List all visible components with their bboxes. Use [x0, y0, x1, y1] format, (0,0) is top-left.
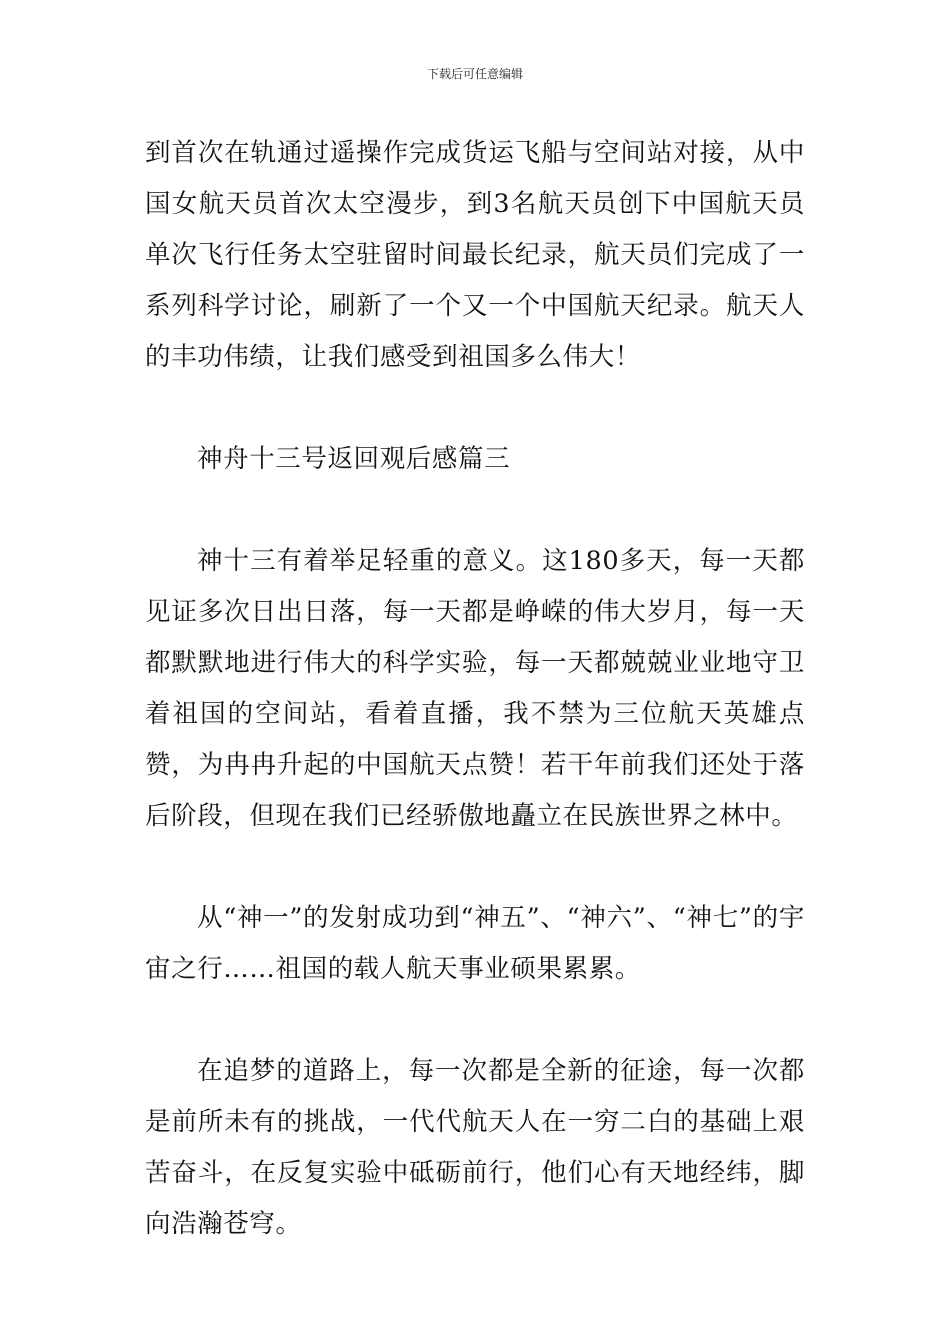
page-header: 下载后可任意编辑	[426, 67, 523, 81]
paragraph-gap	[145, 383, 805, 434]
paragraph-achievements: 到首次在轨通过遥操作完成货运飞船与空间站对接，从中国女航天员首次太空漫步，到3名航天员创下中国航天员单次飞行任务太空驻留时间最长纪录，航天员们完成了一系列科学讨论，刷新了一个又一个中国航天纪录。航天人的丰功伟绩，让我们感受到祖国多么伟大！	[145, 138, 805, 372]
paragraph-gap	[145, 995, 805, 1046]
paragraph-gap	[145, 485, 805, 536]
section-heading: 神舟十三号返回观后感篇三	[197, 444, 511, 474]
paragraph-shenzhou-history: 从“神一”的发射成功到“神五”、“神六”、“神七”的宇宙之行……祖国的载人航天事业硕果累累。	[145, 903, 805, 984]
paragraph-dream-pursuit: 在追梦的道路上，每一次都是全新的征途，每一次都是前所未有的挑战，一代代航天人在一穷二白的基础上艰苦奋斗，在反复实验中砥砺前行，他们心有天地经纬，脚向浩瀚苍穹。	[145, 1056, 805, 1239]
paragraph-shenzhou-13: 神十三有着举足轻重的意义。这180多天，每一天都见证多次日出日落，每一天都是峥嵘的伟大岁月，每一天都默默地进行伟大的科学实验，每一天都兢兢业业地守卫着祖国的空间站，看着直播，我不禁为三位航天英雄点赞，为冉冉升起的中国航天点赞！若干年前我们还处于落后阶段，但现在我们已经骄傲地矗立在民族世界之林中。	[145, 546, 805, 831]
paragraph-gap	[145, 842, 805, 893]
document-body	[145, 128, 805, 1250]
